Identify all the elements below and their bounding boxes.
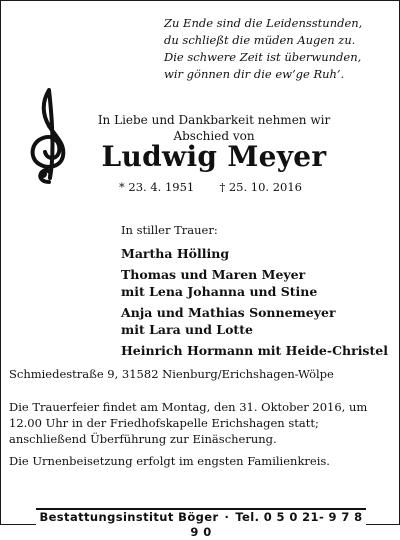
- mourner-line: Thomas und Maren Meyer: [121, 267, 306, 282]
- deceased-name: Ludwig Meyer: [101, 140, 327, 173]
- service-line: 12.00 Uhr in der Friedhofskapelle Erichshagen statt;: [9, 416, 319, 430]
- death-date: † 25. 10. 2016: [219, 180, 302, 194]
- mourners-list: [121, 222, 393, 363]
- intro-line: In Liebe und Dankbarkeit nehmen wir: [97, 113, 331, 127]
- service-line: Die Trauerfeier findet am Montag, den 31. Oktober 2016, um: [9, 400, 368, 414]
- footer-separator: ·: [224, 510, 230, 524]
- mourner-entry: [121, 304, 393, 338]
- treble-clef-icon: [19, 86, 77, 188]
- life-dates: [119, 180, 302, 194]
- funeral-service-text: [9, 399, 394, 447]
- poem: [164, 15, 396, 83]
- mourner-line: mit Lara und Lotte: [121, 322, 253, 337]
- poem-line: du schließt die müden Augen zu.: [164, 33, 356, 47]
- mourner-entry: [121, 342, 393, 359]
- mourner-line: Anja und Mathias Sonnemeyer: [121, 305, 336, 320]
- funeral-home-phone: Tel. 0 5 0 21- 9 7 8 9 0: [190, 510, 363, 539]
- urn-burial-text: Die Urnenbeisetzung erfolgt im engsten Familienkreis.: [9, 454, 330, 468]
- mourner-entry: [121, 266, 393, 300]
- mourner-line: mit Lena Johanna und Stine: [121, 284, 318, 299]
- service-line: anschließend Überführung zur Einäscherung.: [9, 432, 277, 446]
- mourner-line: Heinrich Hormann mit Heide-Christel: [121, 343, 388, 358]
- poem-line: wir gönnen dir die ew’ge Ruh’.: [164, 67, 345, 81]
- family-address: Schmiedestraße 9, 31582 Nienburg/Erichshagen-Wölpe: [9, 367, 334, 381]
- poem-line: Zu Ende sind die Leidensstunden,: [164, 16, 363, 30]
- mourners-label: In stiller Trauer:: [121, 223, 218, 237]
- funeral-home-footer: [36, 508, 366, 539]
- intro-line: Abschied von: [173, 129, 255, 143]
- funeral-home-name: Bestattungsinstitut Böger: [39, 510, 219, 524]
- mourner-line: Martha Hölling: [121, 246, 230, 261]
- poem-line: Die schwere Zeit ist überwunden,: [164, 50, 362, 64]
- birth-date: * 23. 4. 1951: [119, 180, 195, 194]
- mourner-entry: [121, 245, 393, 262]
